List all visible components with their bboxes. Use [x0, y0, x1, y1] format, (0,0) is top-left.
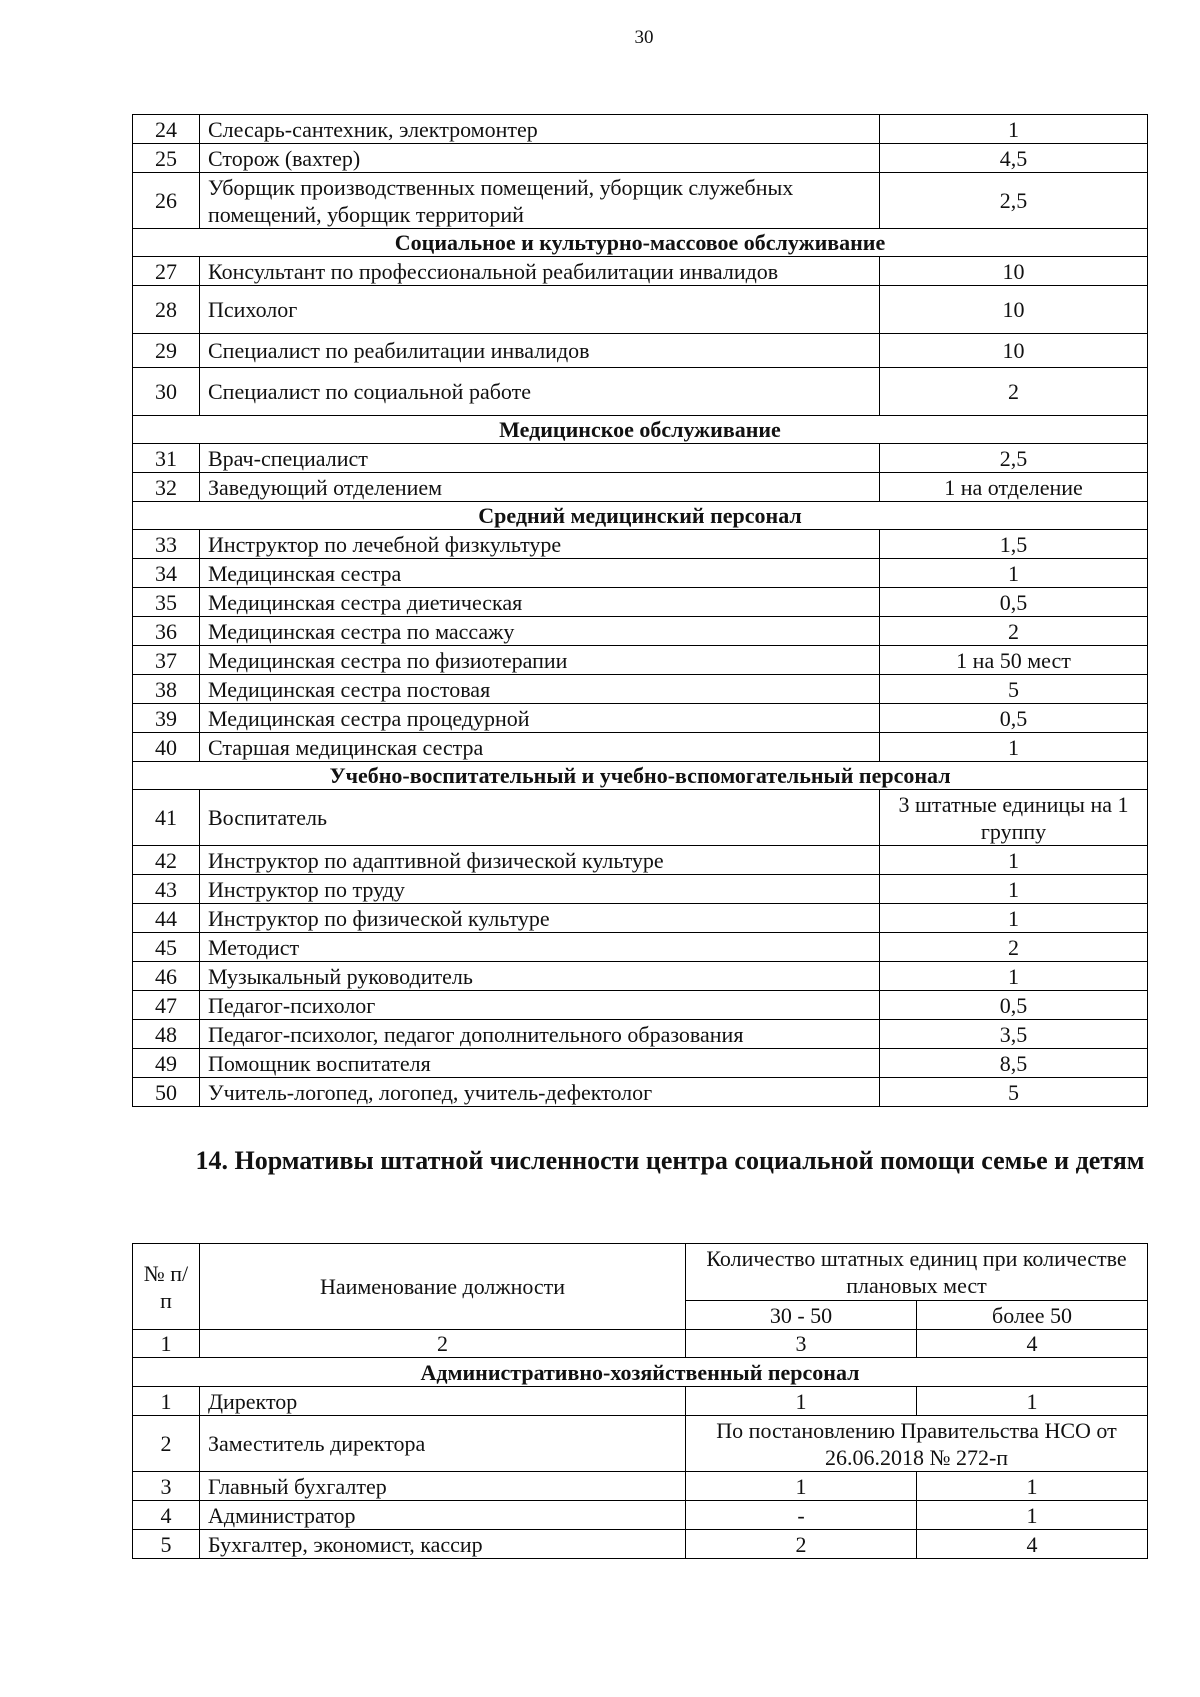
row-value: 8,5 — [880, 1049, 1148, 1078]
row-value: 10 — [880, 257, 1148, 286]
row-value-a: - — [686, 1501, 917, 1530]
row-value: 2,5 — [880, 444, 1148, 473]
row-num: 3 — [133, 1472, 200, 1501]
row-name: Заместитель директора — [200, 1416, 686, 1472]
row-value: 1 на 50 мест — [880, 646, 1148, 675]
table-row — [133, 473, 1148, 502]
row-name: Психолог — [200, 286, 880, 334]
row-value: 1,5 — [880, 530, 1148, 559]
table-row — [133, 144, 1148, 173]
table-row — [133, 646, 1148, 675]
col-number: 4 — [917, 1330, 1148, 1358]
row-name: Музыкальный руководитель — [200, 962, 880, 991]
row-name: Педагог-психолог, педагог дополнительного образования — [200, 1020, 880, 1049]
row-num: 35 — [133, 588, 200, 617]
col-number: 2 — [200, 1330, 686, 1358]
row-name: Специалист по социальной работе — [200, 368, 880, 416]
staffing-table-continued — [132, 114, 1148, 1107]
row-name: Медицинская сестра по массажу — [200, 617, 880, 646]
row-name: Помощник воспитателя — [200, 1049, 880, 1078]
row-value-a: 2 — [686, 1530, 917, 1559]
row-value: 10 — [880, 334, 1148, 368]
table-row — [133, 1387, 1148, 1416]
section-heading-row — [133, 762, 1148, 790]
row-num: 38 — [133, 675, 200, 704]
table-row — [133, 588, 1148, 617]
row-value: 2,5 — [880, 173, 1148, 229]
table-row — [133, 444, 1148, 473]
row-num: 27 — [133, 257, 200, 286]
row-value: 3,5 — [880, 1020, 1148, 1049]
table-row — [133, 257, 1148, 286]
row-value: 0,5 — [880, 704, 1148, 733]
row-name: Педагог-психолог — [200, 991, 880, 1020]
row-value: 1 — [880, 733, 1148, 762]
row-value: 1 — [880, 962, 1148, 991]
row-num: 41 — [133, 790, 200, 846]
section-heading-row — [133, 416, 1148, 444]
row-num: 25 — [133, 144, 200, 173]
row-num: 43 — [133, 875, 200, 904]
section-heading: Учебно-воспитательный и учебно-вспомогательный персонал — [133, 762, 1148, 790]
table-row — [133, 1049, 1148, 1078]
row-num: 33 — [133, 530, 200, 559]
section-title: 14. Нормативы штатной численности центра социальной помощи семье и детям — [195, 1146, 1145, 1175]
row-num: 30 — [133, 368, 200, 416]
row-num: 40 — [133, 733, 200, 762]
header-num: № п/п — [133, 1244, 200, 1330]
row-name: Врач-специалист — [200, 444, 880, 473]
table-row — [133, 1472, 1148, 1501]
table-row — [133, 704, 1148, 733]
table-row — [133, 368, 1148, 416]
row-num: 34 — [133, 559, 200, 588]
row-value: 1 — [880, 115, 1148, 144]
table-row — [133, 790, 1148, 846]
row-num: 36 — [133, 617, 200, 646]
row-num: 50 — [133, 1078, 200, 1107]
row-num: 46 — [133, 962, 200, 991]
row-num: 32 — [133, 473, 200, 502]
header-col-b: более 50 — [917, 1301, 1148, 1330]
row-name: Главный бухгалтер — [200, 1472, 686, 1501]
table-row — [133, 962, 1148, 991]
row-name: Учитель-логопед, логопед, учитель-дефектолог — [200, 1078, 880, 1107]
table-row — [133, 846, 1148, 875]
row-value-a: 1 — [686, 1387, 917, 1416]
row-value: 1 — [880, 559, 1148, 588]
row-value: 1 на отделение — [880, 473, 1148, 502]
table-row — [133, 675, 1148, 704]
table-row — [133, 1530, 1148, 1559]
row-name: Консультант по профессиональной реабилитации инвалидов — [200, 257, 880, 286]
table-row — [133, 115, 1148, 144]
row-num: 45 — [133, 933, 200, 962]
row-num: 37 — [133, 646, 200, 675]
table-row — [133, 733, 1148, 762]
row-num: 42 — [133, 846, 200, 875]
row-value: 2 — [880, 933, 1148, 962]
row-value: 0,5 — [880, 588, 1148, 617]
table-row — [133, 1020, 1148, 1049]
row-name: Сторож (вахтер) — [200, 144, 880, 173]
row-name: Медицинская сестра по физиотерапии — [200, 646, 880, 675]
section-heading: Административно-хозяйственный персонал — [133, 1358, 1148, 1387]
header-quantity: Количество штатных единиц при количестве плановых мест — [686, 1244, 1148, 1301]
table-row — [133, 1078, 1148, 1107]
section-heading: Средний медицинский персонал — [133, 502, 1148, 530]
table-row — [133, 904, 1148, 933]
page-number: 30 — [634, 27, 654, 48]
row-num: 5 — [133, 1530, 200, 1559]
table-row — [133, 1501, 1148, 1530]
row-num: 24 — [133, 115, 200, 144]
row-value: 10 — [880, 286, 1148, 334]
row-name: Методист — [200, 933, 880, 962]
row-num: 29 — [133, 334, 200, 368]
row-name: Слесарь-сантехник, электромонтер — [200, 115, 880, 144]
row-name: Бухгалтер, экономист, кассир — [200, 1530, 686, 1559]
row-name: Инструктор по адаптивной физической культуре — [200, 846, 880, 875]
row-value: 5 — [880, 1078, 1148, 1107]
row-value: 0,5 — [880, 991, 1148, 1020]
section-heading: Социальное и культурно-массовое обслуживание — [133, 229, 1148, 257]
table-row — [133, 334, 1148, 368]
row-name: Инструктор по труду — [200, 875, 880, 904]
row-value: 1 — [880, 846, 1148, 875]
row-value-b: 1 — [917, 1501, 1148, 1530]
table-row — [133, 559, 1148, 588]
row-name: Медицинская сестра диетическая — [200, 588, 880, 617]
row-value-b: 1 — [917, 1387, 1148, 1416]
row-value-a: 1 — [686, 1472, 917, 1501]
row-num: 2 — [133, 1416, 200, 1472]
row-name: Специалист по реабилитации инвалидов — [200, 334, 880, 368]
row-num: 1 — [133, 1387, 200, 1416]
table-row — [133, 1416, 1148, 1472]
row-name: Воспитатель — [200, 790, 880, 846]
header-position-name: Наименование должности — [200, 1244, 686, 1330]
row-value-merged: По постановлению Правительства НСО от 26.06.2018 № 272-п — [686, 1416, 1148, 1472]
row-num: 31 — [133, 444, 200, 473]
table-row — [133, 991, 1148, 1020]
row-num: 28 — [133, 286, 200, 334]
row-value: 1 — [880, 904, 1148, 933]
row-value: 3 штатные единицы на 1 группу — [880, 790, 1148, 846]
row-name: Старшая медицинская сестра — [200, 733, 880, 762]
row-name: Инструктор по физической культуре — [200, 904, 880, 933]
table-row — [133, 617, 1148, 646]
row-name: Уборщик производственных помещений, уборщик служебных помещений, уборщик территорий — [200, 173, 880, 229]
row-name: Инструктор по лечебной физкультуре — [200, 530, 880, 559]
section-heading-row — [133, 502, 1148, 530]
section-heading-row — [133, 229, 1148, 257]
row-value: 5 — [880, 675, 1148, 704]
row-num: 26 — [133, 173, 200, 229]
row-value: 1 — [880, 875, 1148, 904]
row-name: Директор — [200, 1387, 686, 1416]
table-row — [133, 530, 1148, 559]
row-value: 2 — [880, 617, 1148, 646]
col-number: 1 — [133, 1330, 200, 1358]
row-value-b: 4 — [917, 1530, 1148, 1559]
table-row — [133, 173, 1148, 229]
col-number: 3 — [686, 1330, 917, 1358]
row-num: 39 — [133, 704, 200, 733]
row-name: Медицинская сестра процедурной — [200, 704, 880, 733]
row-value: 2 — [880, 368, 1148, 416]
header-col-a: 30 - 50 — [686, 1301, 917, 1330]
table-row — [133, 933, 1148, 962]
family-center-staffing-table — [132, 1243, 1148, 1559]
row-name: Администратор — [200, 1501, 686, 1530]
table-row — [133, 286, 1148, 334]
row-name: Заведующий отделением — [200, 473, 880, 502]
row-num: 47 — [133, 991, 200, 1020]
row-name: Медицинская сестра постовая — [200, 675, 880, 704]
row-value-b: 1 — [917, 1472, 1148, 1501]
row-name: Медицинская сестра — [200, 559, 880, 588]
row-num: 49 — [133, 1049, 200, 1078]
row-value: 4,5 — [880, 144, 1148, 173]
section-heading: Медицинское обслуживание — [133, 416, 1148, 444]
row-num: 4 — [133, 1501, 200, 1530]
table-row — [133, 875, 1148, 904]
row-num: 48 — [133, 1020, 200, 1049]
row-num: 44 — [133, 904, 200, 933]
